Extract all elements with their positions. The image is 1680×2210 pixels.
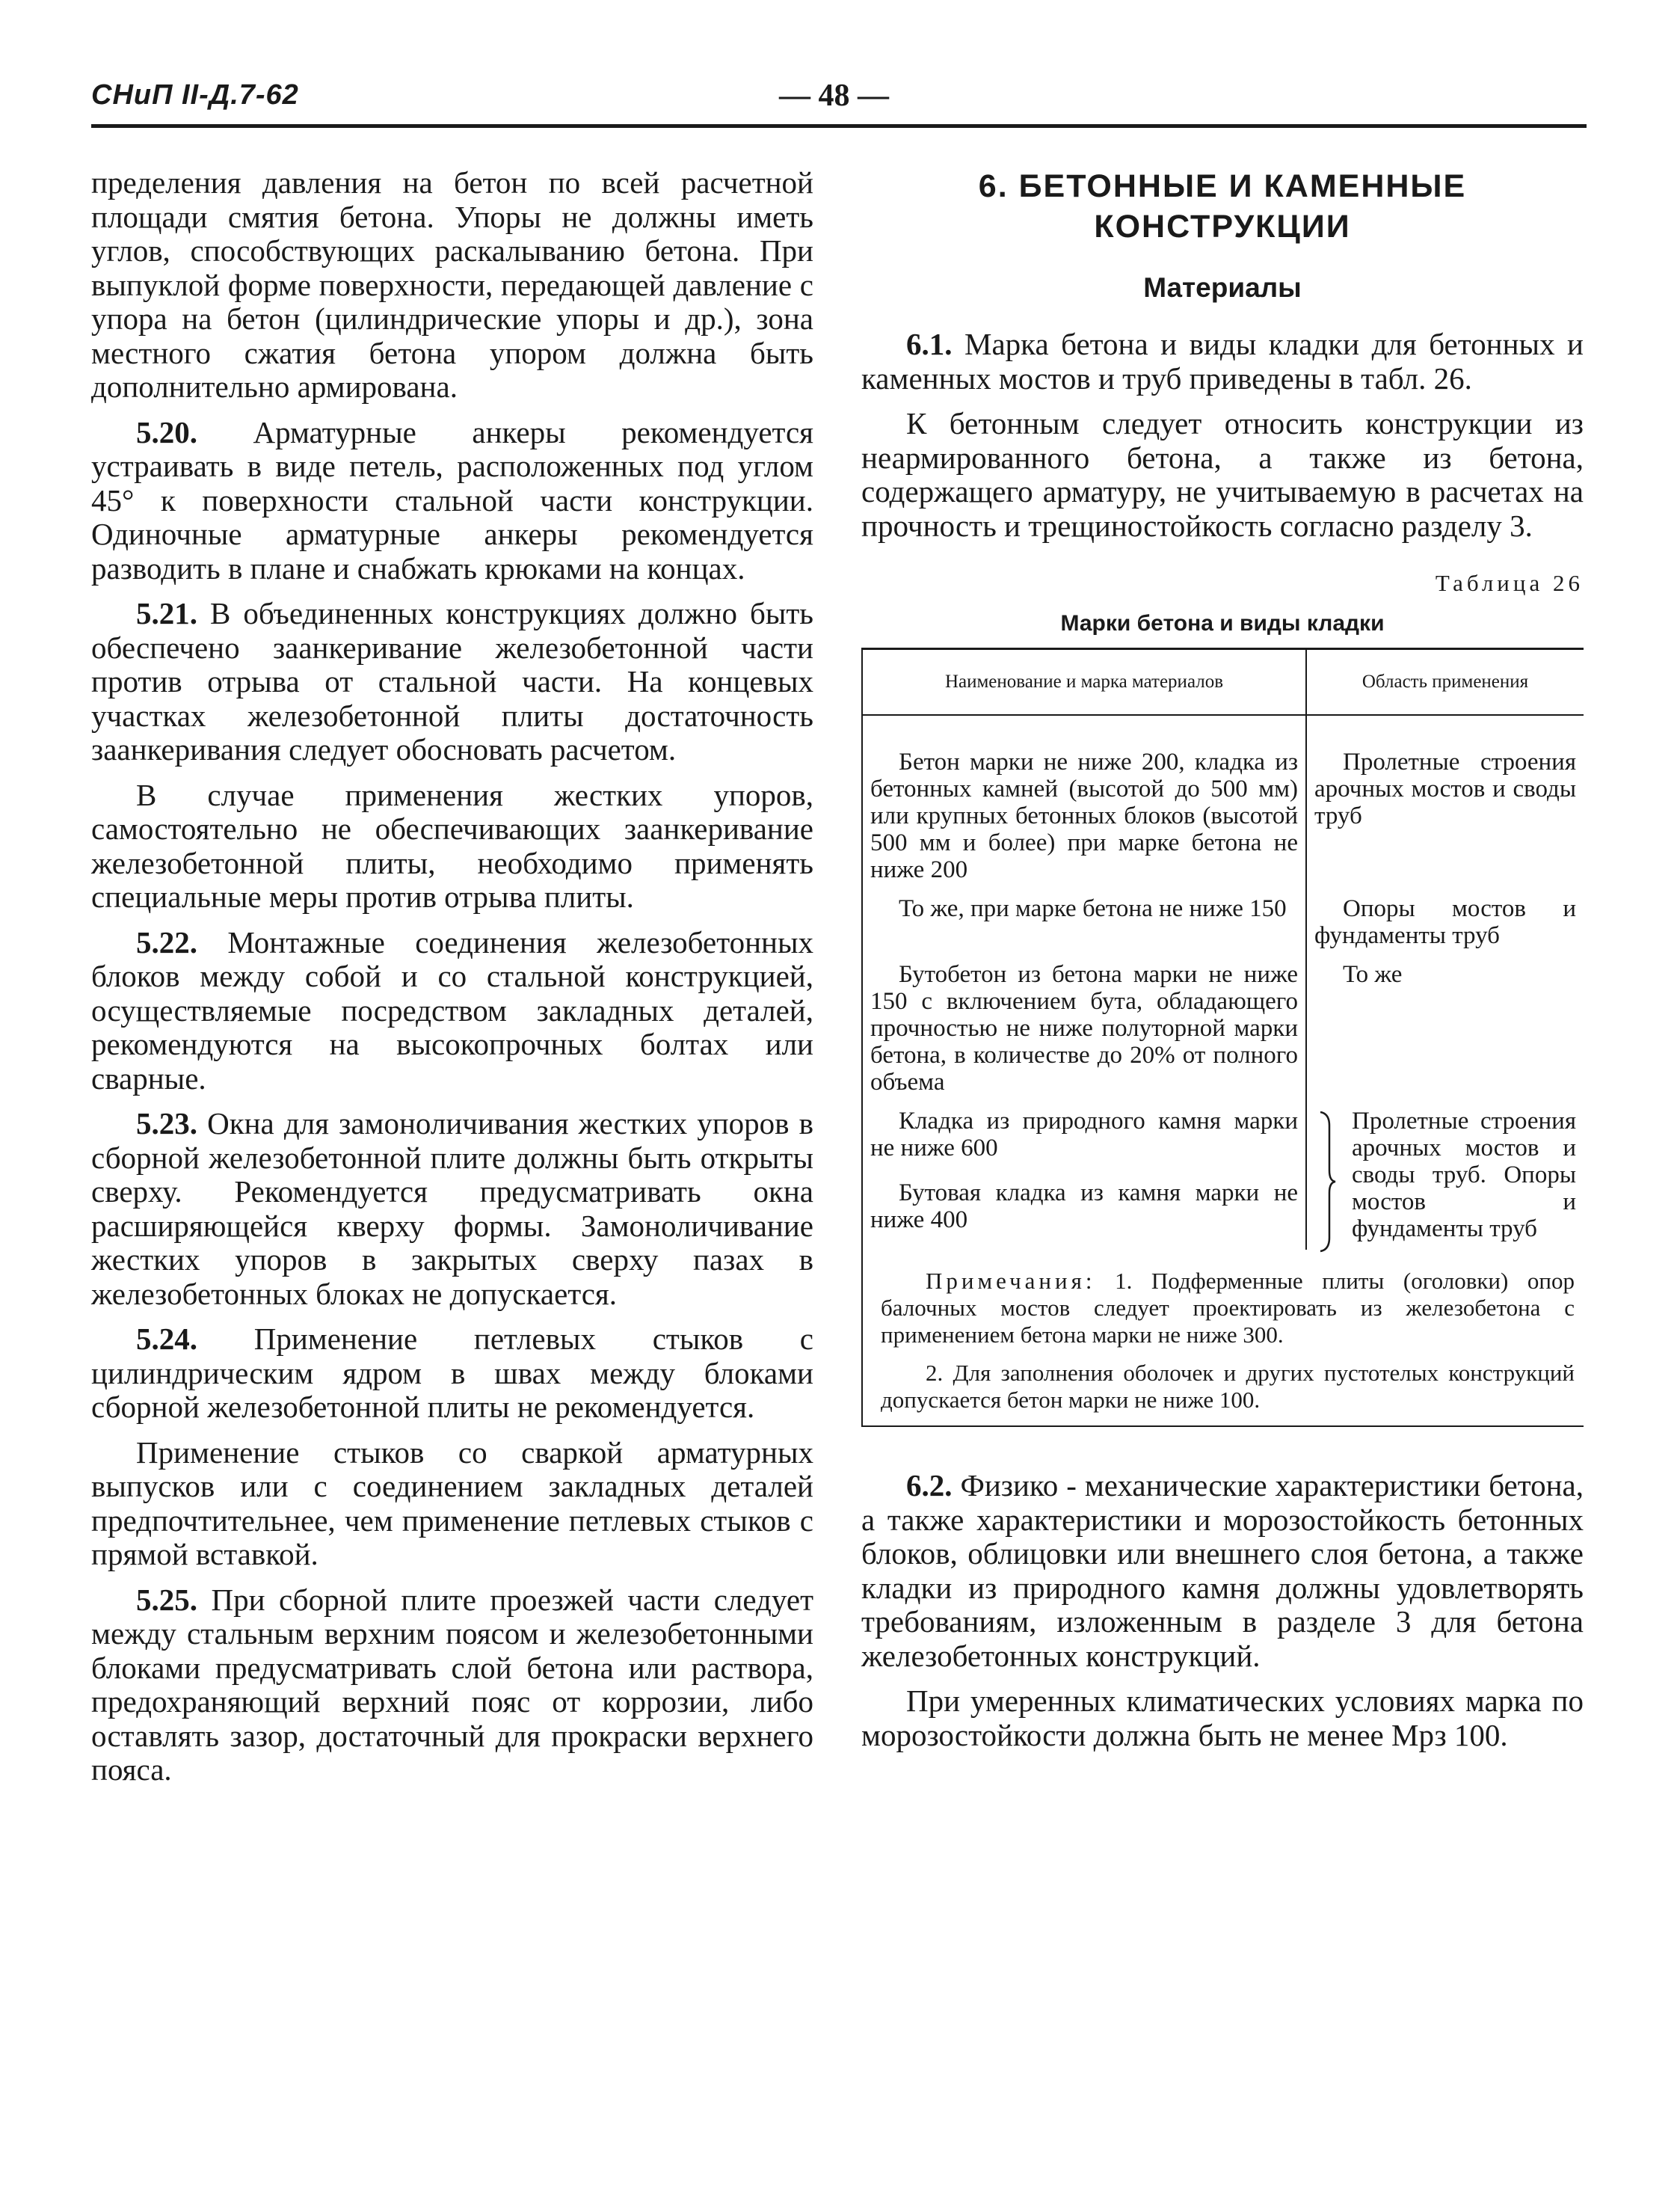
clause-text: Применение петлевых стыков с цилиндрическим ядром в швах между блоками сборной железобетонной плиты не рекомендуется. — [91, 1322, 813, 1424]
material-cell: Бутобетон из бетона марки не ниже 150 с включением бута, обладающего прочностью не ниже полуторной марки бетона, в количестве до 20% от полного объема — [863, 957, 1306, 1103]
clause-number: 5.25. — [136, 1582, 197, 1617]
clause-number: 5.24. — [136, 1322, 197, 1356]
right-column — [861, 166, 1584, 1752]
paragraph-5-22 — [91, 926, 813, 1096]
left-column — [91, 166, 813, 1787]
column-header-materials: Наименование и марка материалов — [863, 650, 1306, 715]
table-caption: Таблица 26 — [1435, 570, 1584, 596]
paragraph-5-25 — [91, 1583, 813, 1787]
clause-text: В объединенных конструкциях должно быть обеспечено заанкеривание железобетонной части против отрыва от стальной части. На концевых участках железобетонной плиты достаточность заанкеривания следует обосновать расчетом. — [91, 596, 813, 767]
paragraph-5-24 — [91, 1322, 813, 1425]
clause-text: Арматурные анкеры рекомендуется устраивать в виде петель, расположенных под углом 45° к поверхности стальной части конструкции. Одиночные арматурные анкеры рекомендуется разводить в плане и снабжать крюками на концах. — [91, 414, 813, 586]
table-notes — [863, 1250, 1584, 1425]
running-header — [91, 75, 1587, 120]
subsection-title: Материалы — [1143, 272, 1302, 303]
material-cell: Бетон марки не ниже 200, кладка из бетонных камней (высотой до 500 мм) или крупных бетонных блоков (высотой 500 мм и более) при марке бетона не ниже 200 — [863, 715, 1306, 891]
clause-number: 5.21. — [136, 596, 197, 630]
table-row — [863, 957, 1584, 1103]
page-number: — 48 — — [779, 79, 889, 113]
header-rule — [91, 124, 1587, 128]
clause-number: 6.1. — [906, 327, 953, 361]
table-row — [863, 891, 1584, 957]
clause-number: 5.23. — [136, 1106, 197, 1141]
notes-label: Примечания: — [926, 1268, 1096, 1294]
paragraph-6-1 — [861, 328, 1584, 396]
note-2: 2. Для заполнения оболочек и других пустотелых конструкций допускается бетон марки не ниже 100. — [881, 1360, 1575, 1413]
section-title-line-1: 6. БЕТОННЫЕ И КАМЕННЫЕ — [978, 168, 1467, 204]
materials-table — [863, 650, 1584, 1250]
application-cell: Пролетные строения арочных мостов и своды труб — [1314, 749, 1576, 829]
paragraph-5-23 — [91, 1107, 813, 1311]
paragraph-continuation: пределения давления на бетон по всей расчетной площади смятия бетона. Упоры не должны иметь углов, способствующих раскалыванию бетона. При выпуклой форме поверхности, передающей давление с упора на бетон (цилиндрические упоры и др.), зона местного сжатия бетона упором должна быть дополнительно армирована. — [91, 165, 813, 404]
clause-text: Физико - механические характеристики бетона, а также характеристики и морозостойкость бетонных блоков, облицовки или внешнего слоя бетона, а также кладки из природного камня должны удовлетворять требованиям, изложенным в разделе 3 для бетона железобетонных конструкций. — [861, 1468, 1584, 1673]
material-cell: То же, при марке бетона не ниже 150 — [863, 891, 1306, 957]
clause-number: 5.20. — [136, 414, 197, 449]
table-row — [863, 715, 1584, 891]
note-1: Примечания: 1. Подферменные плиты (оголовки) опор балочных мостов следует проектировать из железобетона с применением бетона марки не ниже 300. — [881, 1268, 1575, 1348]
table-header-row — [863, 650, 1584, 715]
section-title — [861, 166, 1584, 247]
table-26 — [861, 648, 1584, 1427]
application-cell: То же — [1343, 961, 1403, 988]
table-title: Марки бетона и виды кладки — [1060, 611, 1385, 636]
paragraph-6-2-b: При умеренных климатических условиях марка по морозостойкости должна быть не менее Мрз 100. — [861, 1683, 1584, 1752]
paragraph-5-24-b: Применение стыков со сваркой арматурных выпусков или с соединением закладных деталей предпочтительнее, чем применение петлевых стыков с прямой вставкой. — [91, 1434, 813, 1571]
paragraph-6-2 — [861, 1469, 1584, 1673]
clause-number: 6.2. — [906, 1468, 953, 1503]
clause-text: Марка бетона и виды кладки для бетонных и каменных мостов и труб приведены в табл. 26. — [861, 327, 1584, 396]
paragraph-5-20 — [91, 416, 813, 586]
application-cell-grouped: Пролетные строения арочных мостов и своды труб. Опоры мостов и фундаменты труб — [1306, 1103, 1584, 1250]
brace-icon — [1317, 1111, 1337, 1253]
clause-text: При сборной плите проезжей части следует между стальным верхним поясом и железобетонными блоками предусматривать слой бетона или раствора, предохраняющий верхний пояс от коррозии, либо оставлять зазор, достаточный для прокраски верхнего пояса. — [91, 1582, 813, 1787]
table-row — [863, 1103, 1584, 1250]
section-title-line-2: КОНСТРУКЦИИ — [1094, 209, 1351, 245]
clause-text: Окна для замоноличивания жестких упоров в сборной железобетонной плите должны быть открыты сверху. Рекомендуется предусматривать окна расширяющейся кверху формы. Замоноличивание жестких упоров в закрытых сверху пазах в железобетонных блоках не допускается. — [91, 1106, 813, 1311]
paragraph-5-21 — [91, 597, 813, 767]
application-cell: Опоры мостов и фундаменты труб — [1314, 895, 1576, 949]
material-cell: Кладка из природного камня марки не ниже 600 Бутовая кладка из камня марки не ниже 400 — [863, 1103, 1306, 1250]
column-header-application: Область применения — [1306, 650, 1584, 715]
paragraph-5-21-b: В случае применения жестких упоров, самостоятельно не обеспечивающих заанкеривание железобетонной плиты, необходимо применять специальные меры против отрыва плиты. — [91, 777, 813, 914]
clause-number: 5.22. — [136, 924, 197, 960]
paragraph-6-1-b: К бетонным следует относить конструкции из неармированного бетона, а также из бетона, содержащего арматуру, не учитываемую в расчетах на прочность и трещиностойкость согласно разделу 3. — [861, 406, 1584, 543]
clause-text: Монтажные соединения железобетонных блоков между собой и со стальной конструкцией, осуществляемые посредством закладных деталей, рекомендуются на высокопрочных болтах или сварные. — [91, 924, 813, 1096]
document-code: СНиП II-Д.7-62 — [91, 79, 299, 111]
